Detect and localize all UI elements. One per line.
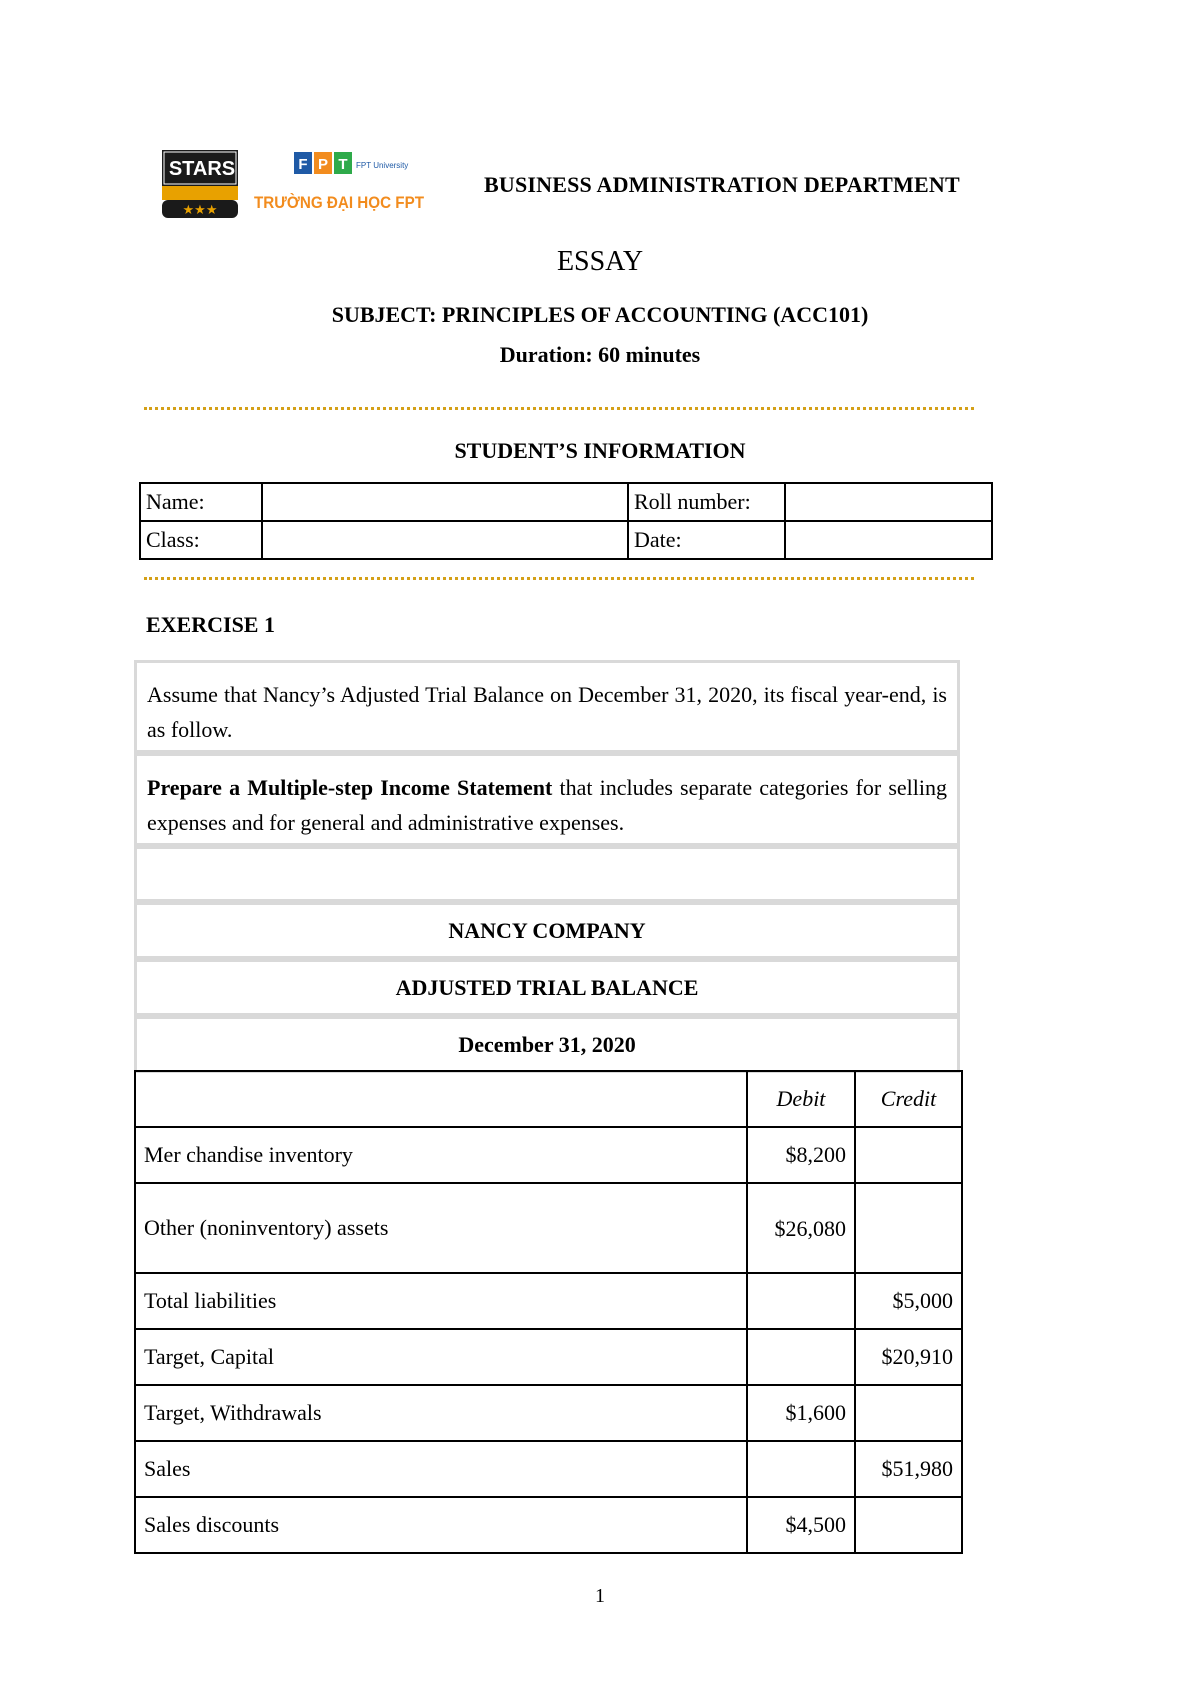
roll-number-label: Roll number: xyxy=(628,483,785,521)
account-header-cell xyxy=(135,1071,747,1127)
company-name: NANCY COMPANY xyxy=(134,902,960,959)
svg-text:T: T xyxy=(338,156,348,173)
dotted-divider xyxy=(144,577,974,580)
debit-cell: $26,080 xyxy=(747,1183,855,1273)
credit-cell xyxy=(855,1127,962,1183)
essay-title: ESSAY xyxy=(556,246,644,277)
class-field[interactable] xyxy=(262,521,628,559)
svg-text:P: P xyxy=(317,156,329,173)
exercise-heading: EXERCISE 1 xyxy=(146,612,275,637)
account-cell: Mer chandise inventory xyxy=(135,1127,747,1183)
debit-cell: $1,600 xyxy=(747,1385,855,1441)
task-text-bold: Multiple-step Income Statement xyxy=(247,775,553,800)
department-heading: BUSINESS ADMINISTRATION DEPARTMENT xyxy=(484,172,960,197)
statement-title: ADJUSTED TRIAL BALANCE xyxy=(134,959,960,1016)
dotted-divider xyxy=(144,407,974,410)
account-cell: Target, Withdrawals xyxy=(135,1385,747,1441)
instruction-box xyxy=(134,660,960,753)
svg-text:F: F xyxy=(298,156,308,173)
account-cell: Other (noninventory) assets xyxy=(135,1183,747,1273)
qs-stars-logo xyxy=(160,148,240,220)
account-cell: Sales discounts xyxy=(135,1497,747,1553)
task-text-prefix: Prepare a xyxy=(147,775,248,800)
fpt-university-logo xyxy=(252,150,432,225)
debit-cell xyxy=(747,1273,855,1329)
table-header-row xyxy=(135,1071,962,1127)
roll-number-field[interactable] xyxy=(785,483,992,521)
account-cell: Total liabilities xyxy=(135,1273,747,1329)
svg-text:★★★: ★★★ xyxy=(182,203,218,218)
credit-cell xyxy=(855,1385,962,1441)
credit-cell xyxy=(855,1497,962,1553)
duration-line: Duration: 60 minutes xyxy=(499,342,701,367)
instruction-paragraph: Assume that Nancy’s Adjusted Trial Balance on December 31, 2020, its fiscal year-end, is as follow. xyxy=(147,682,947,742)
stars-logo-text: STARS xyxy=(168,158,236,180)
class-label: Class: xyxy=(140,521,262,559)
fpt-university-text: FPT University xyxy=(356,161,409,170)
task-paragraph xyxy=(147,770,947,840)
table-row xyxy=(135,1329,962,1385)
debit-cell: $8,200 xyxy=(747,1127,855,1183)
task-text-suffix: that includes separate categories for selling expenses and for general and administrative expenses. xyxy=(147,775,947,835)
student-info-heading: STUDENT’S INFORMATION xyxy=(454,438,746,463)
account-cell: Sales xyxy=(135,1441,747,1497)
trial-balance-table xyxy=(134,1070,963,1554)
date-field[interactable] xyxy=(785,521,992,559)
credit-header: Credit xyxy=(855,1071,962,1127)
student-info-table xyxy=(139,482,993,560)
debit-cell: $4,500 xyxy=(747,1497,855,1553)
table-row xyxy=(135,1183,962,1273)
credit-cell xyxy=(855,1183,962,1273)
task-box xyxy=(134,753,960,846)
debit-header: Debit xyxy=(747,1071,855,1127)
subject-line: SUBJECT: PRINCIPLES OF ACCOUNTING (ACC101) xyxy=(331,302,869,327)
table-row xyxy=(135,1441,962,1497)
debit-cell xyxy=(747,1441,855,1497)
statement-date: December 31, 2020 xyxy=(134,1016,960,1073)
account-cell: Target, Capital xyxy=(135,1329,747,1385)
fpt-logo-text: TRƯỜNG ĐẠI HỌC FPT xyxy=(254,193,425,212)
name-field[interactable] xyxy=(262,483,628,521)
date-label: Date: xyxy=(628,521,785,559)
table-row xyxy=(135,1273,962,1329)
blank-box xyxy=(134,846,960,902)
table-row xyxy=(135,1385,962,1441)
name-label: Name: xyxy=(140,483,262,521)
credit-cell: $51,980 xyxy=(855,1441,962,1497)
debit-cell xyxy=(747,1329,855,1385)
page-number: 1 xyxy=(595,1585,605,1607)
table-row xyxy=(135,1497,962,1553)
credit-cell: $20,910 xyxy=(855,1329,962,1385)
table-row xyxy=(135,1127,962,1183)
credit-cell: $5,000 xyxy=(855,1273,962,1329)
